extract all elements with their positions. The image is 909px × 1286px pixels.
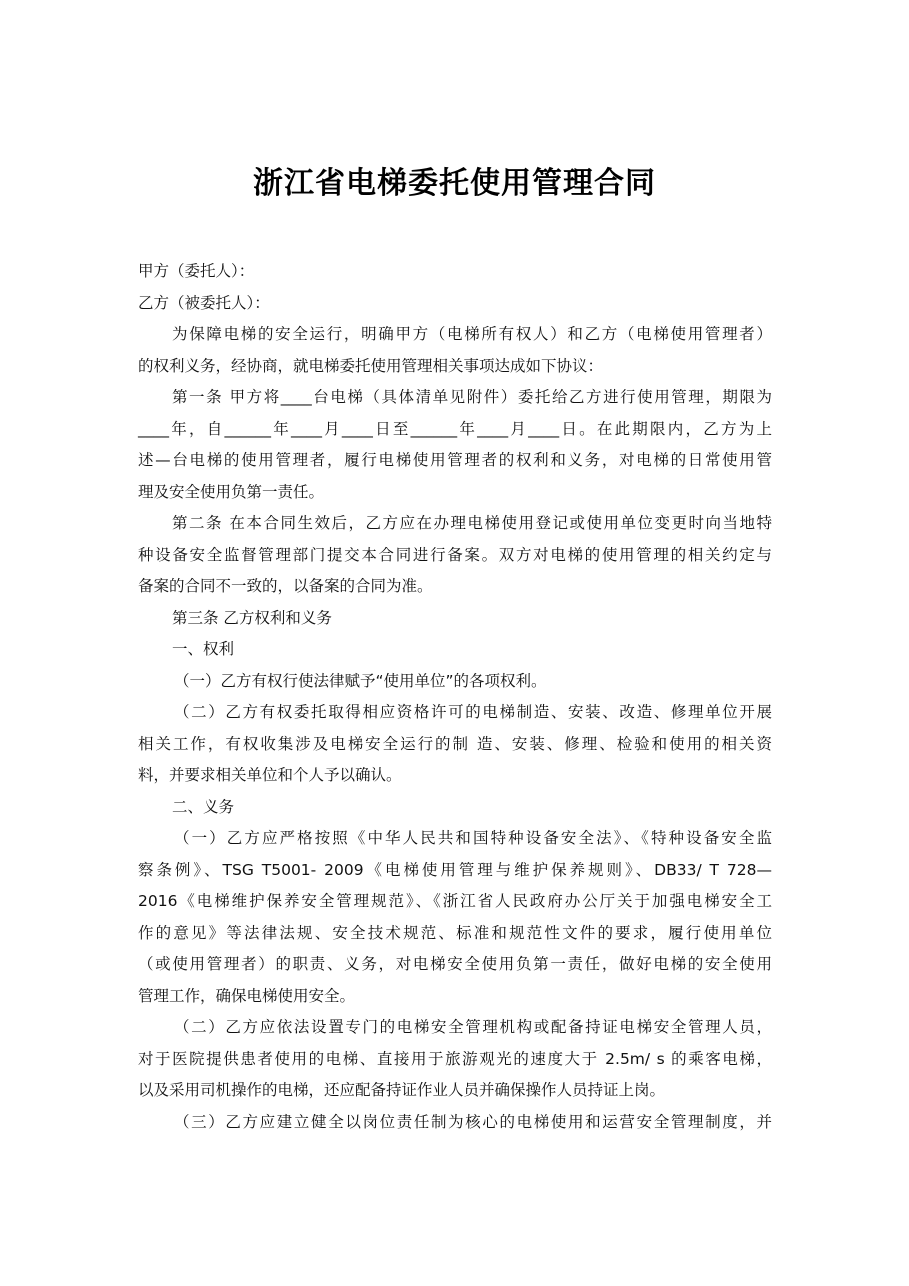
rights-item-2-line-2: 相关工作，有权收集涉及电梯安全运行的制 造、安装、修理、检验和使用的相关资	[138, 734, 772, 753]
duties-item-1-line-2: 察条例》、TSG T5001- 2009《电梯使用管理与维护保养规则》、DB33/ T 728—	[138, 860, 772, 879]
party-b-line: 乙方（被委托人）：	[138, 293, 270, 312]
article-1-line-1: 第一条 甲方将____台电梯（具体清单见附件）委托给乙方进行使用管理，期限为	[172, 388, 772, 406]
preamble-line-1: 为保障电梯的安全运行，明确甲方（电梯所有权人）和乙方（电梯使用管理者）	[172, 325, 772, 343]
duties-item-1-line-4: 作的意见》等法律法规、安全技术规范、标准和规范性文件的要求，履行使用单位	[138, 923, 772, 942]
duties-item-2-line-2: 对于医院提供患者使用的电梯、直接用于旅游观光的速度大于 2.5m/ s 的乘客电梯，	[138, 1049, 772, 1068]
article-2-line-3: 备案的合同不一致的，以备案的合同为准。	[138, 577, 433, 595]
duties-item-1-line-3: 2016《电梯维护保养安全管理规范》、《浙江省人民政府办公厅关于加强电梯安全工	[138, 892, 772, 910]
rights-item-1: （一）乙方有权行使法律赋予“使用单位”的各项权利。	[174, 671, 547, 690]
duties-heading: 二、义务	[172, 797, 235, 816]
article-1-line-2: ____年，自______年____月____日至______年____月____日。在此期限内，乙方为上	[138, 419, 772, 438]
rights-heading: 一、权利	[172, 640, 235, 658]
preamble-line-2: 的权利义务，经协商，就电梯委托使用管理相关事项达成如下协议：	[138, 356, 604, 375]
rights-item-2-line-3: 料，并要求相关单位和个人予以确认。	[138, 766, 402, 784]
duties-item-3-line-1: （三）乙方应建立健全以岗位责任制为核心的电梯使用和运营安全管理制度，并	[174, 1112, 772, 1131]
duties-item-2-line-1: （二）乙方应依法设置专门的电梯安全管理机构或配备持证电梯安全管理人员，	[174, 1018, 772, 1036]
document-body	[138, 256, 772, 1138]
document-title: 浙江省电梯委托使用管理合同	[253, 166, 656, 201]
duties-item-1-line-5: （或使用管理者）的职责、义务，对电梯安全使用负第一责任，做好电梯的安全使用	[138, 955, 772, 973]
article-1-line-4: 理及安全使用负第一责任。	[138, 482, 325, 501]
article-3-heading: 第三条 乙方权利和义务	[172, 608, 332, 627]
article-2-line-1: 第二条 在本合同生效后，乙方应在办理电梯使用登记或使用单位变更时向当地特	[172, 514, 772, 532]
duties-item-1-line-6: 管理工作，确保电梯使用安全。	[138, 986, 356, 1005]
rights-item-2-line-1: （二）乙方有权委托取得相应资格许可的电梯制造、安装、改造、修理单位开展	[174, 703, 772, 721]
party-a-line: 甲方（委托人）：	[138, 262, 255, 280]
duties-item-1-line-1: （一）乙方应严格按照《中华人民共和国特种设备安全法》、《特种设备安全监	[174, 829, 772, 847]
duties-item-2-line-3: 以及采用司机操作的电梯，还应配备持证作业人员并确保操作人员持证上岗。	[138, 1081, 666, 1099]
article-2-line-2: 种设备安全监督管理部门提交本合同进行备案。双方对电梯的使用管理的相关约定与	[138, 545, 772, 564]
article-1-line-3: 述—台电梯的使用管理者，履行电梯使用管理者的权利和义务，对电梯的日常使用管	[138, 451, 772, 469]
